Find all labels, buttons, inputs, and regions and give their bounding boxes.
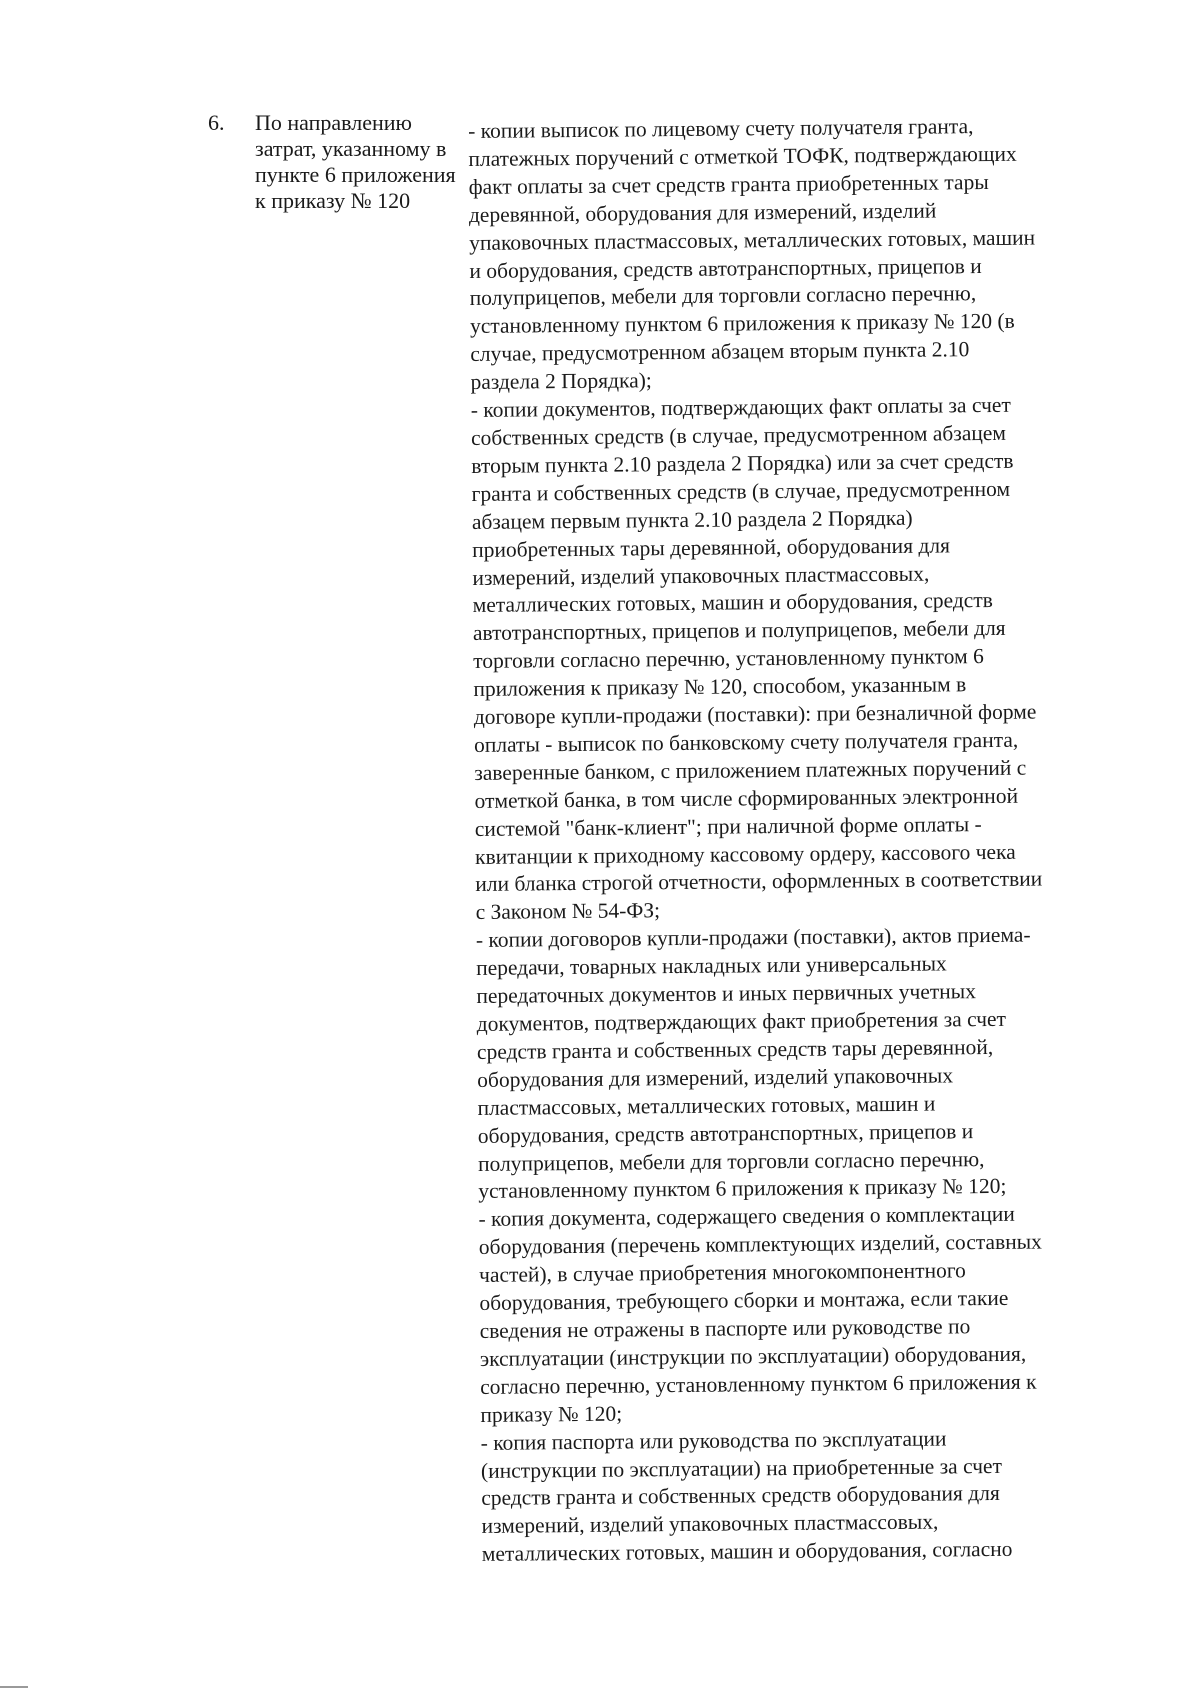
document-text-line: полуприцепов, мебели для торговли согласно перечню, bbox=[469, 281, 977, 311]
document-text-line: измерений, изделий упаковочных пластмассовых, bbox=[481, 1509, 939, 1539]
row-number: 6. bbox=[208, 110, 225, 135]
document-text-line: приложения к приказу № 120, способом, указанным в bbox=[473, 672, 967, 702]
document-text-line: или бланка строгой отчетности, оформленных в соответствии bbox=[475, 866, 1043, 897]
document-text-line: передачи, товарных накладных или универсальных bbox=[476, 951, 947, 981]
document-text-line: средств гранта и собственных средств тары деревянной, bbox=[476, 1034, 994, 1064]
document-text-line: и оборудования, средств автотранспортных, прицепов и bbox=[469, 253, 982, 283]
document-text-line: оплаты - выписок по банковскому счету получателя гранта, bbox=[473, 727, 1019, 757]
document-text-line: измерений, изделий упаковочных пластмассовых, bbox=[472, 561, 930, 590]
document-text-line: оборудования для измерений, изделий упаковочных bbox=[477, 1063, 954, 1092]
document-text-line: (инструкции по эксплуатации) на приобретенные за счет bbox=[480, 1453, 1003, 1483]
document-text-line: факт оплаты за счет средств гранта приобретенных тары bbox=[468, 169, 989, 199]
document-text-line: оборудования, средств автотранспортных, прицепов и bbox=[477, 1118, 974, 1148]
document-text-line: - копии договоров купли-продажи (поставки), актов приема- bbox=[475, 922, 1031, 953]
document-text-line: вторым пункта 2.10 раздела 2 Порядка) или за счет средств bbox=[471, 448, 1014, 478]
document-text-line: приказу № 120; bbox=[480, 1401, 623, 1427]
document-text-line: средств гранта и собственных средств оборудования для bbox=[481, 1481, 1000, 1511]
document-text-line: полуприцепов, мебели для торговли согласно перечню, bbox=[477, 1146, 985, 1176]
document-text-line: частей), в случае приобретения многокомпонентного bbox=[478, 1258, 966, 1288]
required-documents-cell bbox=[468, 111, 1162, 1569]
document-text-line: - копия документа, содержащего сведения о комплектации bbox=[478, 1202, 1015, 1232]
document-text-line: отметкой банка, в том числе сформированных электронной bbox=[474, 783, 1019, 813]
document-text-line: эксплуатации (инструкции по эксплуатации) оборудования, bbox=[479, 1341, 1027, 1371]
document-text-line: случае, предусмотренном абзацем вторым пункта 2.10 bbox=[470, 337, 970, 367]
document-text-line: - копии документов, подтверждающих факт оплаты за счет bbox=[470, 392, 1011, 423]
document-text-line: абзацем первым пункта 2.10 раздела 2 Порядка) bbox=[471, 505, 913, 534]
document-text-line: упаковочных пластмассовых, металлических готовых, машин bbox=[469, 225, 1036, 255]
document-text-line: автотранспортных, прицепов и полуприцепов, мебели для bbox=[472, 616, 1006, 646]
document-text-line: платежных поручений с отметкой ТОФК, подтверждающих bbox=[468, 141, 1017, 171]
document-text-line: пластмассовых, металлических готовых, машин и bbox=[477, 1091, 936, 1120]
document-text-line: оборудования (перечень комплектующих изделий, составных bbox=[478, 1229, 1042, 1260]
document-text-line: металлических готовых, машин и оборудования, средств bbox=[472, 588, 993, 618]
document-text-line: квитанции к приходному кассовому ордеру, кассового чека bbox=[474, 839, 1016, 869]
document-text-line: торговли согласно перечню, установленному пунктом 6 bbox=[473, 644, 984, 674]
document-text-line: согласно перечню, установленному пунктом 6 приложения к bbox=[480, 1369, 1037, 1399]
document-text-line: системой "банк-клиент"; при наличной форме оплаты - bbox=[474, 811, 982, 841]
document-text-line: металлических готовых, машин и оборудования, согласно bbox=[481, 1537, 1013, 1567]
document-text-line: - копия паспорта или руководства по эксплуатации bbox=[480, 1426, 947, 1455]
document-text-line: гранта и собственных средств (в случае, предусмотренном bbox=[471, 476, 1011, 506]
document-text-line: заверенные банком, с приложением платежных поручений с bbox=[474, 755, 1027, 785]
document-text-line: - копии выписок по лицевому счету получателя гранта, bbox=[468, 114, 974, 143]
document-text-line: договоре купли-продажи (поставки): при безналичной форме bbox=[473, 699, 1037, 730]
document-text-line: документов, подтверждающих факт приобретения за счет bbox=[476, 1006, 1007, 1036]
document-text-line: установленному пунктом 6 приложения к приказу № 120; bbox=[478, 1174, 1007, 1204]
document-text-line: сведения не отражены в паспорте или руководстве по bbox=[479, 1314, 971, 1343]
document-text-line: собственных средств (в случае, предусмотренном абзацем bbox=[470, 420, 1007, 450]
document-text-line: приобретенных тары деревянной, оборудования для bbox=[472, 532, 951, 562]
document-text-line: деревянной, оборудования для измерений, изделий bbox=[468, 198, 937, 227]
cost-direction-cell: По направлению затрат, указанному в пункте 6 приложения к приказу № 120 bbox=[255, 110, 456, 213]
scan-edge-mark bbox=[0, 1686, 28, 1688]
document-text-line: передаточных документов и иных первичных учетных bbox=[476, 979, 977, 1009]
document-text-line: раздела 2 Порядка); bbox=[470, 368, 652, 395]
document-text-line: с Законом № 54-ФЗ; bbox=[475, 898, 661, 925]
document-text-line: установленному пунктом 6 приложения к приказу № 120 (в bbox=[469, 309, 1015, 339]
document-text-line: оборудования, требующего сборки и монтажа, если такие bbox=[479, 1285, 1009, 1316]
